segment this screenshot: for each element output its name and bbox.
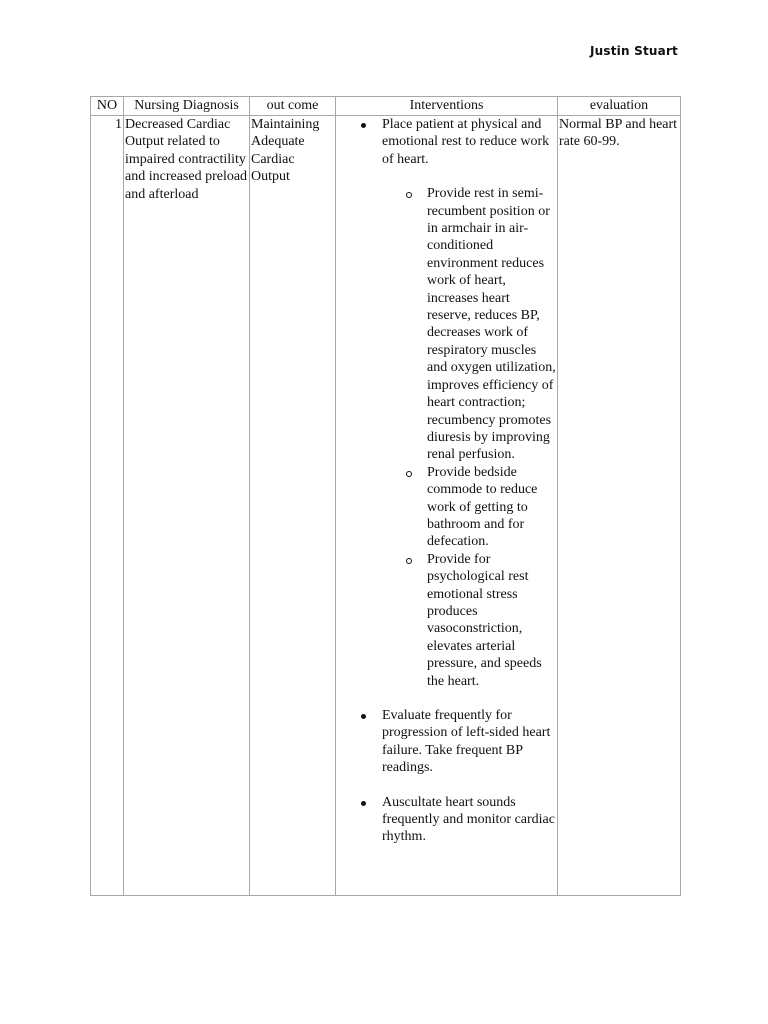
- bullet-icon: [361, 801, 366, 806]
- sub-intervention-item: [406, 185, 556, 464]
- column-header-no: NO: [91, 97, 124, 116]
- bullet-icon: [361, 714, 366, 719]
- circle-bullet-icon: [406, 192, 412, 198]
- header-row: [91, 97, 681, 116]
- intervention-text: Auscultate heart sounds frequently and monitor cardiac rhythm.: [382, 794, 555, 845]
- sub-intervention-text: Provide bedside commode to reduce work of getting to bathroom and for defecation.: [427, 464, 538, 550]
- author-name: Justin Stuart: [590, 44, 678, 58]
- intervention-text: Evaluate frequently for progression of left-sided heart failure. Take frequent BP readings.: [382, 708, 551, 776]
- interventions-list: [337, 116, 556, 846]
- nursing-care-plan-table: [90, 96, 681, 896]
- column-header-outcome: out come: [250, 97, 336, 116]
- intervention-item: [361, 794, 556, 846]
- sub-intervention-item: [406, 464, 556, 551]
- circle-bullet-icon: [406, 558, 412, 564]
- intervention-item: [361, 707, 556, 777]
- circle-bullet-icon: [406, 471, 412, 477]
- sub-intervention-text: Provide for psychological rest emotional stress produces vasoconstriction, elevates arterial pressure, and speeds the heart.: [427, 551, 542, 689]
- column-header-evaluation: evaluation: [558, 97, 681, 116]
- outcome-cell: Maintaining Adequate Cardiac Output: [250, 116, 336, 896]
- column-header-interventions: Interventions: [336, 97, 558, 116]
- interventions-cell: [336, 116, 558, 896]
- column-header-nursing-diagnosis: Nursing Diagnosis: [124, 97, 250, 116]
- evaluation-cell: Normal BP and heart rate 60-99.: [558, 116, 681, 896]
- bullet-icon: [361, 123, 366, 128]
- sub-intervention-item: [406, 551, 556, 690]
- sub-interventions-list: [382, 185, 556, 690]
- intervention-item: [361, 116, 556, 690]
- nursing-diagnosis-cell: Decreased Cardiac Output related to impaired contractility and increased preload and afterload: [124, 116, 250, 896]
- intervention-text: Place patient at physical and emotional rest to reduce work of heart.: [382, 117, 550, 167]
- table-row: [91, 116, 681, 896]
- sub-intervention-text: Provide rest in semi-recumbent position or in armchair in air-conditioned environment reduces work of heart, increases heart reserve, reduces BP, decreases work of respiratory muscles and oxygen utilization, improves efficiency of heart contraction; recumbency promotes diuresis by improving renal perfusion.: [427, 186, 556, 463]
- row-number: 1: [91, 116, 124, 896]
